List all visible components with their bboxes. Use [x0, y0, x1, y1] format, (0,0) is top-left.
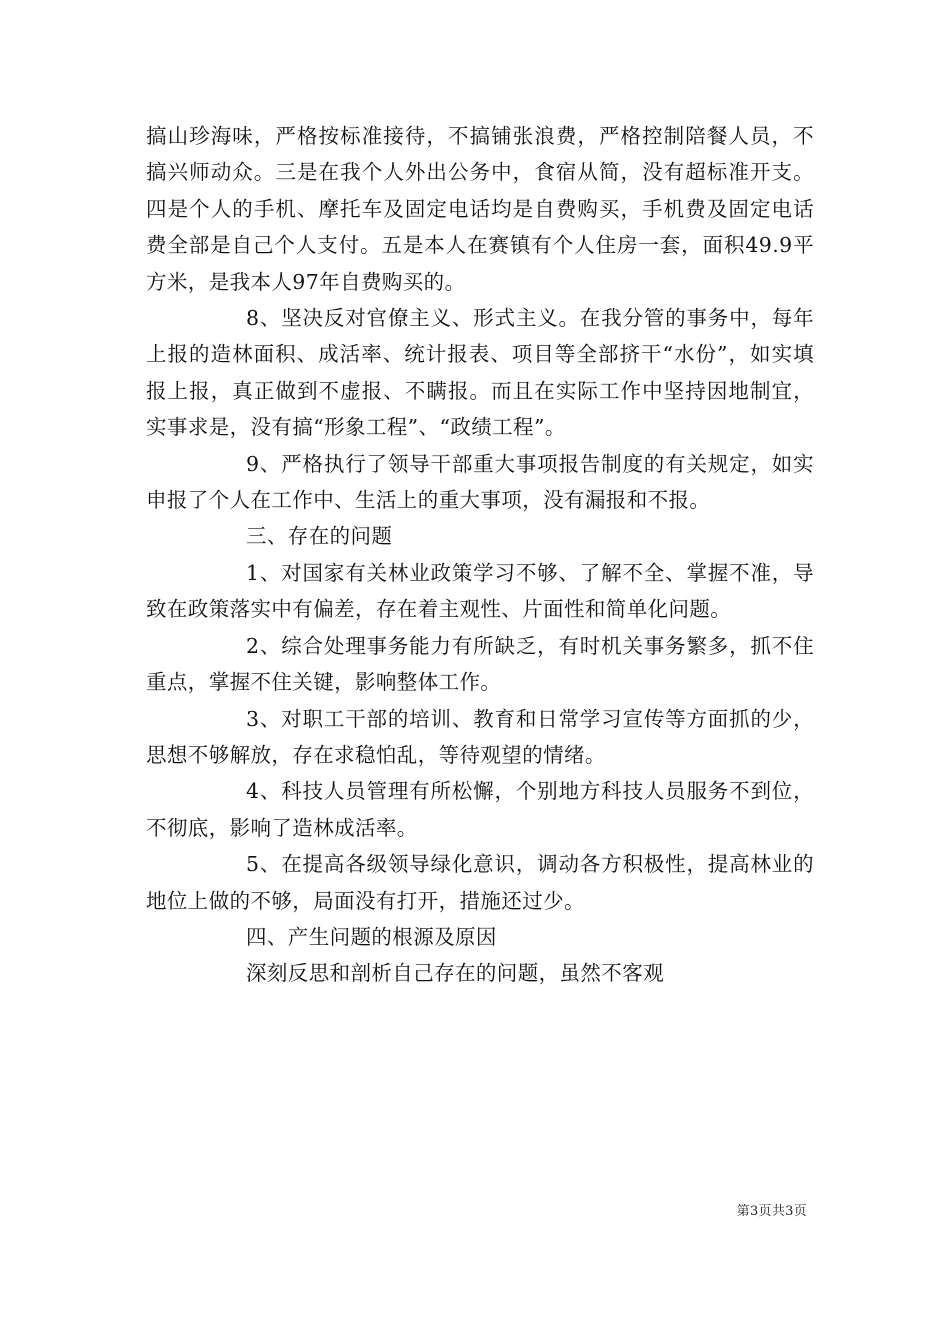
document-body — [146, 118, 814, 992]
paragraph-problem-4: 4、科技人员管理有所松懈，个别地方科技人员服务不到位，不彻底，影响了造林成活率。 — [146, 779, 814, 840]
paragraph-problem-2: 2、综合处理事务能力有所缺乏，有时机关事务繁多，抓不住重点，掌握不住关键，影响整体工作。 — [146, 633, 814, 695]
paragraph-problem-5: 5、在提高各级领导绿化意识，调动各方积极性，提高林业的地位上做的不够，局面没有打开，措施还过少。 — [146, 852, 814, 913]
paragraph-item-8: 8、坚决反对官僚主义、形式主义。在我分管的事务中，每年上报的造林面积、成活率、统计报表、项目等全部挤干“水份”，如实填报上报，真正做到不虚报、不瞒报。而且在实际工作中坚持因地制宜，实事求是，没有搞“形象工程”、“政绩工程”。 — [146, 306, 814, 440]
paragraph-causes-intro: 深刻反思和剖析自己存在的问题，虽然不客观 — [246, 961, 664, 986]
section-heading-problems: 三、存在的问题 — [246, 524, 393, 549]
paragraph-problem-3: 3、对职工干部的培训、教育和日常学习宣传等方面抓的少，思想不够解放，存在求稳怕乱，等待观望的情绪。 — [146, 706, 814, 767]
section-heading-causes: 四、产生问题的根源及原因 — [246, 924, 497, 949]
paragraph-continued: 搞山珍海味，严格按标准接待，不搞铺张浪费，严格控制陪餐人员，不搞兴师动众。三是在我个人外出公务中，食宿从简，没有超标准开支。四是个人的手机、摩托车及固定电话均是自费购买，手机费及固定电话费全部是自己个人支付。五是本人在赛镇有个人住房一套，面积49.9平方米，是我本人97年自费购买的。 — [146, 124, 814, 294]
page-number: 第3页共3页 — [736, 1204, 807, 1219]
paragraph-problem-1: 1、对国家有关林业政策学习不够、了解不全、掌握不准，导致在政策落实中有偏差，存在着主观性、片面性和简单化问题。 — [146, 560, 814, 622]
paragraph-item-9: 9、严格执行了领导干部重大事项报告制度的有关规定，如实申报了个人在工作中、生活上的重大事项，没有漏报和不报。 — [146, 451, 814, 513]
